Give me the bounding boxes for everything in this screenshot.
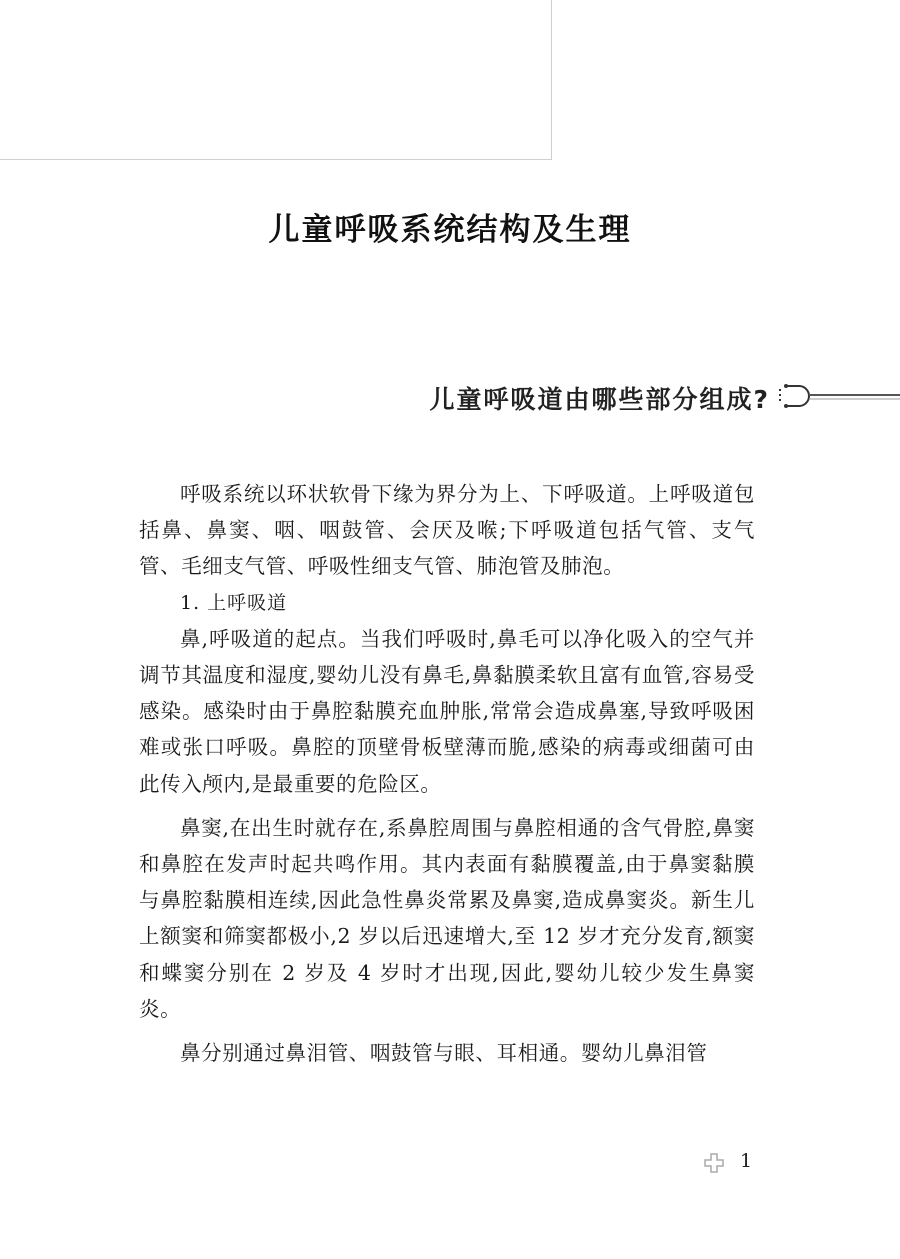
header-frame [0, 0, 552, 160]
paragraph-nose: 鼻,呼吸道的起点。当我们呼吸时,鼻毛可以净化吸入的空气并调节其温度和湿度,婴幼儿没有鼻毛,鼻黏膜柔软且富有血管,容易受感染。感染时由于鼻腔黏膜充血肿胀,常常会造成鼻塞,导致呼吸困难或张口呼吸。鼻腔的顶壁骨板壁薄而脆,感染的病毒或细菌可由此传入颅内,是最重要的危险区。 [139, 626, 755, 796]
cross-outline-icon [704, 1153, 724, 1173]
intro-paragraph: 呼吸系统以环状软骨下缘为界分为上、下呼吸道。上呼吸道包括鼻、鼻窦、咽、咽鼓管、会厌及喉;下呼吸道包括气管、支气管、毛细支气管、呼吸性细支气管、肺泡管及肺泡。 [139, 482, 755, 579]
section-title: 儿童呼吸道由哪些部分组成? [429, 385, 770, 414]
chapter-title: 儿童呼吸系统结构及生理 [268, 212, 632, 248]
stethoscope-icon [774, 380, 900, 412]
paragraph-nasolacrimal: 鼻分别通过鼻泪管、咽鼓管与眼、耳相通。婴幼儿鼻泪管 [180, 1041, 708, 1066]
subheading-upper-airway: 1. 上呼吸道 [180, 591, 288, 614]
paragraph-sinus: 鼻窦,在出生时就存在,系鼻腔周围与鼻腔相通的含气骨腔,鼻窦和鼻腔在发声时起共鸣作用。其内表面有黏膜覆盖,由于鼻窦黏膜与鼻腔黏膜相连续,因此急性鼻炎常累及鼻窦,造成鼻窦炎。新生儿上额窦和筛窦都极小,2 岁以后迅速增大,至 12 岁才充分发育,额窦和蝶窦分别在 2 岁及 4 岁时才出现,因此,婴幼儿较少发生鼻窦炎。 [139, 815, 755, 1021]
body-text [139, 476, 755, 1071]
page-number: 1 [740, 1150, 753, 1172]
